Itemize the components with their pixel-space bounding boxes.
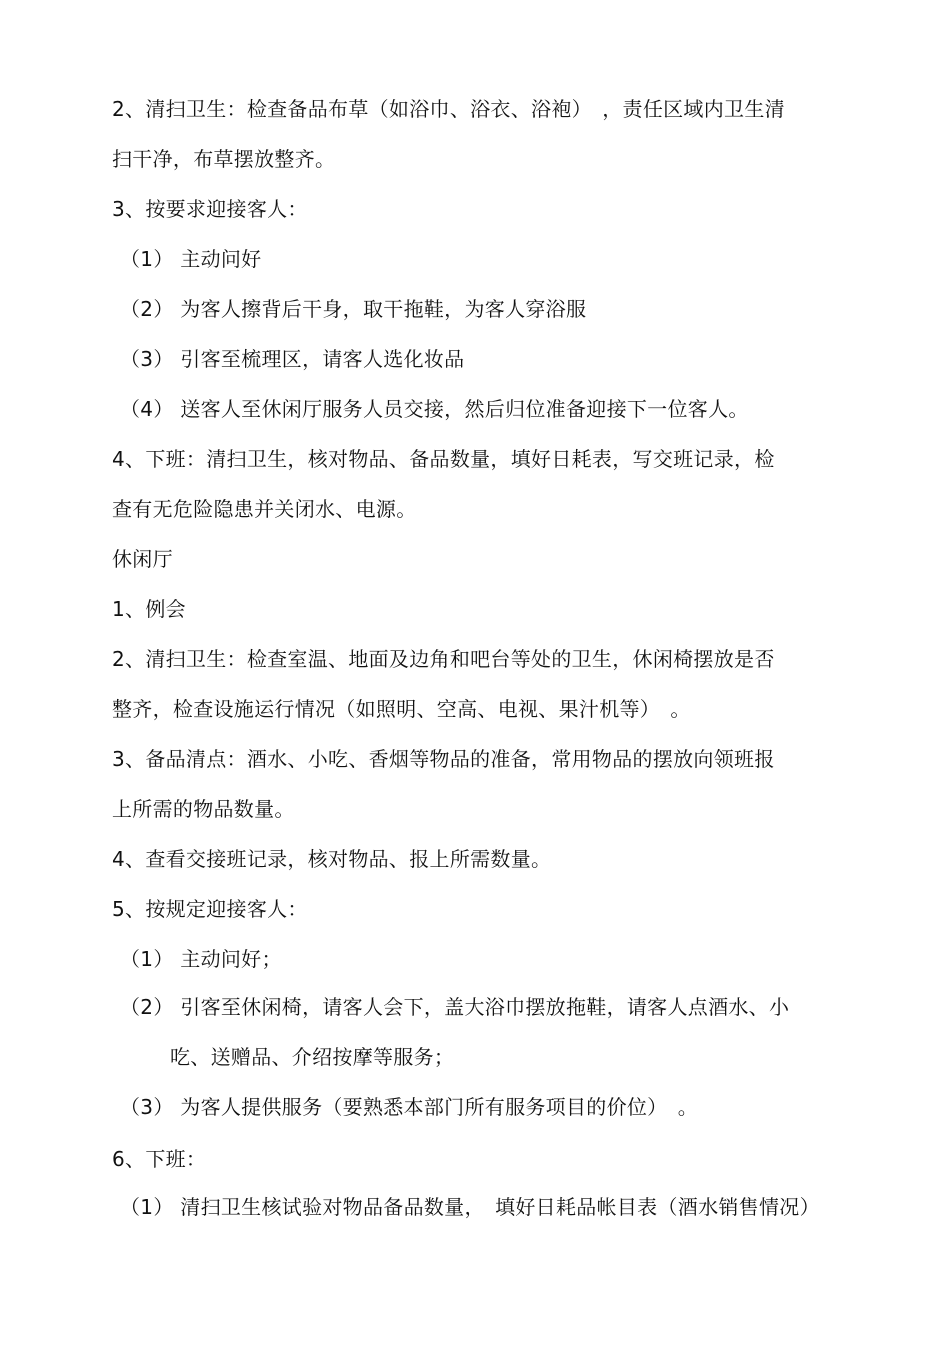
list-item: （2） 引客至休闲椅，请客人会下，盖大浴巾摆放拖鞋，请客人点酒水、小 bbox=[120, 995, 790, 1019]
list-item: （1） 清扫卫生核试验对物品备品数量， 填好日耗品帐目表（酒水销售情况） bbox=[120, 1195, 820, 1219]
text-line: 3、备品清点：酒水、小吃、香烟等物品的准备，常用物品的摆放向领班报 bbox=[112, 747, 775, 771]
text-line: 整齐，检查设施运行情况（如照明、空高、电视、果汁机等） 。 bbox=[112, 697, 691, 721]
text-line: 3、按要求迎接客人： bbox=[112, 197, 308, 221]
list-item: （2） 为客人擦背后干身，取干拖鞋，为客人穿浴服 bbox=[120, 297, 587, 321]
text-line: 4、查看交接班记录，核对物品、报上所需数量。 bbox=[112, 847, 552, 871]
list-item: （1） 主动问好 bbox=[120, 247, 262, 271]
text-line: 扫干净，布草摆放整齐。 bbox=[112, 147, 336, 171]
text-line: 1、例会 bbox=[112, 597, 186, 621]
text-line: 4、下班：清扫卫生，核对物品、备品数量，填好日耗表，写交班记录，检 bbox=[112, 447, 775, 471]
list-item: （1） 主动问好； bbox=[120, 947, 282, 971]
list-item: （4） 送客人至休闲厅服务人员交接，然后归位准备迎接下一位客人。 bbox=[120, 397, 749, 421]
section-heading: 休闲厅 bbox=[112, 547, 173, 571]
list-item-continuation: 吃、送赠品、介绍按摩等服务； bbox=[170, 1045, 455, 1069]
text-line: 2、清扫卫生：检查备品布草（如浴巾、浴衣、浴袍） ，责任区域内卫生清 bbox=[112, 97, 785, 121]
text-line: 6、下班： bbox=[112, 1147, 207, 1171]
text-line: 5、按规定迎接客人： bbox=[112, 897, 308, 921]
text-line: 查有无危险隐患并关闭水、电源。 bbox=[112, 497, 417, 521]
text-line: 2、清扫卫生：检查室温、地面及边角和吧台等处的卫生，休闲椅摆放是否 bbox=[112, 647, 775, 671]
text-line: 上所需的物品数量。 bbox=[112, 797, 295, 821]
list-item: （3） 引客至梳理区，请客人选化妆品 bbox=[120, 347, 465, 371]
list-item: （3） 为客人提供服务（要熟悉本部门所有服务项目的价位） 。 bbox=[120, 1095, 699, 1119]
